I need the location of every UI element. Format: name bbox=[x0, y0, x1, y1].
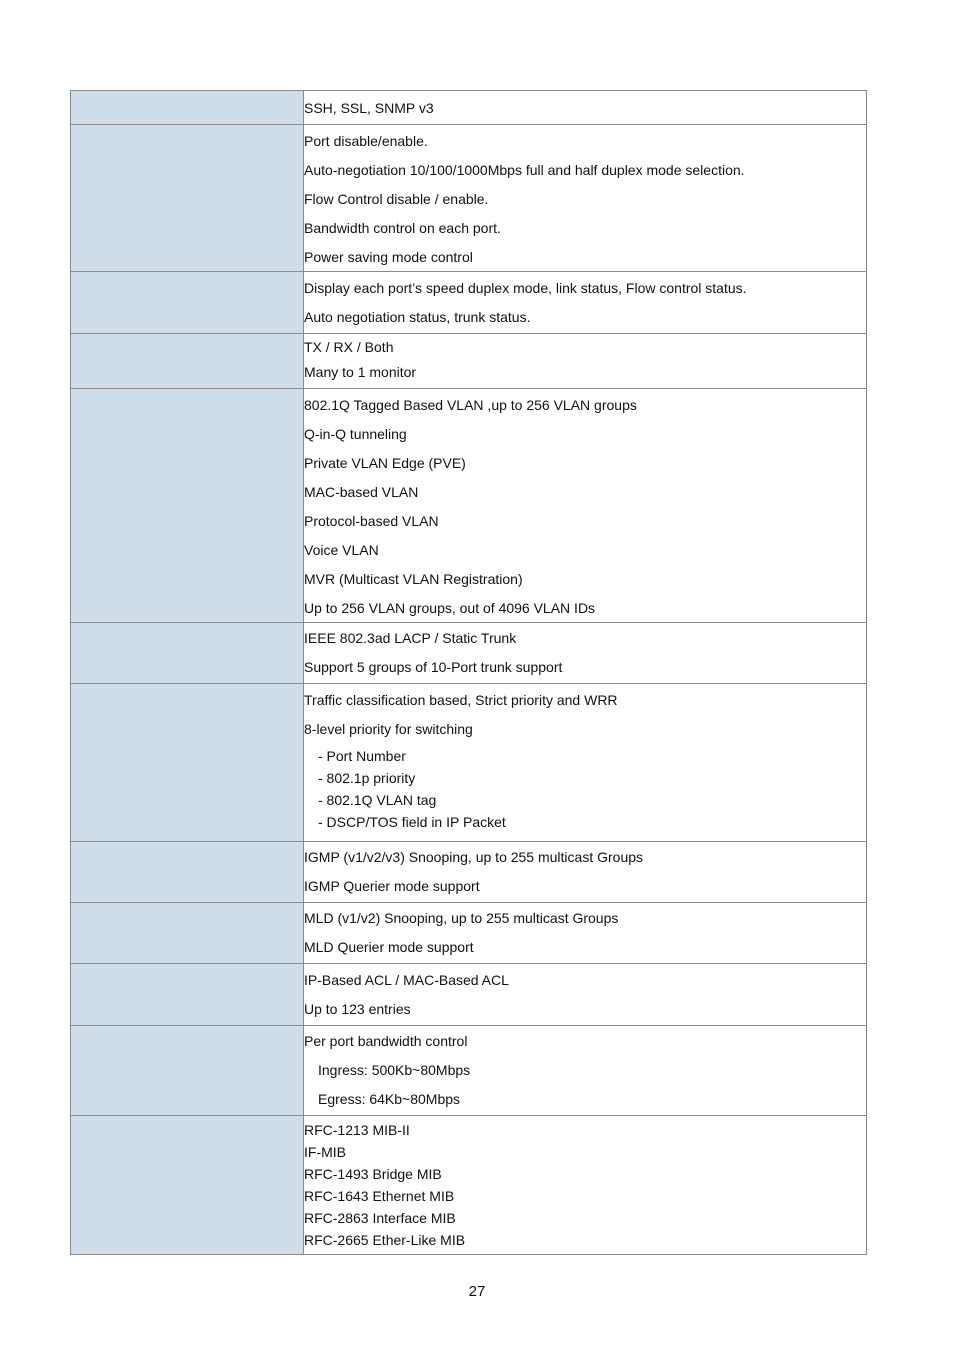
spec-line: Ingress: 500Kb~80Mbps bbox=[318, 1062, 471, 1078]
spec-line: Auto-negotiation 10/100/1000Mbps full and half duplex mode selection. bbox=[304, 162, 745, 178]
spec-line: SSH, SSL, SNMP v3 bbox=[304, 100, 434, 116]
spec-label-cell bbox=[71, 389, 304, 623]
spec-label-cell bbox=[71, 903, 304, 964]
spec-label-cell bbox=[71, 125, 304, 272]
spec-line: Up to 123 entries bbox=[304, 1001, 411, 1017]
spec-label-cell bbox=[71, 623, 304, 684]
spec-value-cell bbox=[304, 842, 867, 903]
page-number: 27 bbox=[468, 1283, 486, 1300]
spec-value-cell bbox=[304, 964, 867, 1026]
spec-line: IGMP (v1/v2/v3) Snooping, up to 255 multicast Groups bbox=[304, 849, 644, 865]
spec-value-cell bbox=[304, 903, 867, 964]
spec-line: - 802.1p priority bbox=[318, 770, 416, 786]
spec-value-cell bbox=[304, 125, 867, 272]
spec-line: Power saving mode control bbox=[304, 249, 473, 265]
spec-row bbox=[71, 964, 867, 1026]
spec-value-cell bbox=[304, 91, 867, 125]
spec-label-cell bbox=[71, 91, 304, 125]
spec-line: Up to 256 VLAN groups, out of 4096 VLAN IDs bbox=[304, 600, 596, 616]
spec-label-cell bbox=[71, 1116, 304, 1255]
spec-label-cell bbox=[71, 684, 304, 842]
spec-line: Egress: 64Kb~80Mbps bbox=[318, 1091, 461, 1107]
spec-line: Flow Control disable / enable. bbox=[304, 191, 489, 207]
spec-label-cell bbox=[71, 1026, 304, 1116]
spec-row bbox=[71, 389, 867, 623]
spec-line: RFC-1643 Ethernet MIB bbox=[304, 1188, 455, 1204]
spec-row bbox=[71, 91, 867, 125]
spec-value-cell bbox=[304, 623, 867, 684]
spec-value-cell bbox=[304, 389, 867, 623]
spec-value-cell bbox=[304, 334, 867, 389]
spec-row bbox=[71, 272, 867, 334]
spec-line: Auto negotiation status, trunk status. bbox=[304, 309, 531, 325]
spec-line: MVR (Multicast VLAN Registration) bbox=[304, 571, 523, 587]
spec-line: RFC-1213 MIB-II bbox=[304, 1122, 410, 1138]
spec-line: - DSCP/TOS field in IP Packet bbox=[318, 814, 506, 830]
spec-label-cell bbox=[71, 272, 304, 334]
spec-line: Support 5 groups of 10-Port trunk support bbox=[304, 659, 563, 675]
spec-row bbox=[71, 334, 867, 389]
spec-row bbox=[71, 842, 867, 903]
spec-table bbox=[70, 90, 867, 1255]
spec-line: TX / RX / Both bbox=[304, 339, 394, 355]
spec-label-cell bbox=[71, 842, 304, 903]
spec-line: RFC-1493 Bridge MIB bbox=[304, 1166, 442, 1182]
spec-value-cell bbox=[304, 1116, 867, 1255]
spec-line: IP-Based ACL / MAC-Based ACL bbox=[304, 972, 509, 988]
spec-line: - 802.1Q VLAN tag bbox=[318, 792, 437, 808]
spec-row bbox=[71, 1026, 867, 1116]
spec-row bbox=[71, 684, 867, 842]
spec-line: Per port bandwidth control bbox=[304, 1033, 468, 1049]
spec-label-cell bbox=[71, 964, 304, 1026]
spec-line: MLD (v1/v2) Snooping, up to 255 multicast Groups bbox=[304, 910, 619, 926]
spec-row bbox=[71, 623, 867, 684]
spec-line: Display each port’s speed duplex mode, link status, Flow control status. bbox=[304, 280, 747, 296]
spec-line: - Port Number bbox=[318, 748, 406, 764]
spec-value-cell bbox=[304, 272, 867, 334]
spec-line: MLD Querier mode support bbox=[304, 939, 474, 955]
spec-line: Traffic classification based, Strict priority and WRR bbox=[304, 692, 618, 708]
spec-line: 8-level priority for switching bbox=[304, 721, 473, 737]
spec-line: Protocol-based VLAN bbox=[304, 513, 439, 529]
spec-line: Q-in-Q tunneling bbox=[304, 426, 407, 442]
spec-row bbox=[71, 903, 867, 964]
spec-line: RFC-2665 Ether-Like MIB bbox=[304, 1232, 466, 1248]
spec-label-cell bbox=[71, 334, 304, 389]
spec-value-cell bbox=[304, 684, 867, 842]
spec-line: Private VLAN Edge (PVE) bbox=[304, 455, 466, 471]
spec-line: Voice VLAN bbox=[304, 542, 379, 558]
spec-line: IF-MIB bbox=[304, 1144, 346, 1160]
spec-line: IGMP Querier mode support bbox=[304, 878, 480, 894]
spec-row bbox=[71, 1116, 867, 1255]
spec-line: RFC-2863 Interface MIB bbox=[304, 1210, 456, 1226]
spec-line: MAC-based VLAN bbox=[304, 484, 419, 500]
spec-line: Port disable/enable. bbox=[304, 133, 428, 149]
spec-row bbox=[71, 125, 867, 272]
spec-value-cell bbox=[304, 1026, 867, 1116]
spec-line: Bandwidth control on each port. bbox=[304, 220, 501, 236]
spec-line: Many to 1 monitor bbox=[304, 364, 417, 380]
spec-line: 802.1Q Tagged Based VLAN ,up to 256 VLAN groups bbox=[304, 397, 637, 413]
spec-line: IEEE 802.3ad LACP / Static Trunk bbox=[304, 630, 517, 646]
